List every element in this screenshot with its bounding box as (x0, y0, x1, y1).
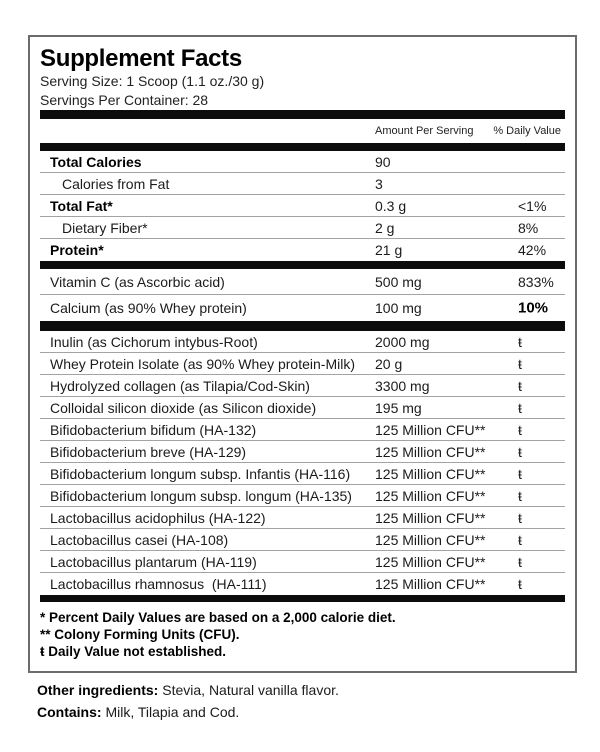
table-row (40, 151, 565, 173)
thick-divider-bar (40, 143, 565, 151)
serving-size-line: Serving Size: 1 Scoop (1.1 oz./30 g) (40, 73, 265, 89)
nutrient-name: Total Fat* (50, 197, 113, 214)
nutrient-name: Lactobacillus acidophilus (HA-122) (50, 509, 266, 526)
daily-value-cell: ŧ (518, 465, 522, 482)
daily-value-cell: <1% (518, 197, 547, 214)
table-row (40, 551, 565, 573)
daily-value-cell: 10% (518, 299, 549, 317)
footnote-line: * Percent Daily Values are based on a 2,000 calorie diet. (40, 610, 396, 625)
footnote-line: ** Colony Forming Units (CFU). (40, 627, 240, 642)
thick-divider-bar (40, 261, 565, 269)
table-row (40, 195, 565, 217)
table-row (40, 353, 565, 375)
panel-title: Supplement Facts (40, 45, 242, 72)
amount-per-serving-value: 90 (375, 153, 391, 170)
nutrient-name: Bifidobacterium bifidum (HA-132) (50, 421, 257, 438)
contains-value: Milk, Tilapia and Cod. (101, 704, 240, 720)
vitamins-minerals-section (40, 269, 565, 321)
daily-value-cell: 42% (518, 242, 547, 258)
amount-per-serving-value: 125 Million CFU** (375, 553, 486, 570)
other-ingredients-section (40, 331, 565, 595)
nutrient-name: Hydrolyzed collagen (as Tilapia/Cod-Skin) (50, 377, 310, 394)
daily-value-cell: ŧ (518, 355, 522, 372)
nutrient-name: Lactobacillus casei (HA-108) (50, 531, 229, 548)
daily-value-cell: ŧ (518, 399, 522, 416)
amount-per-serving-value: 125 Million CFU** (375, 531, 486, 548)
daily-value-cell: ŧ (518, 421, 522, 438)
daily-value-cell: ŧ (518, 576, 522, 592)
table-row (40, 239, 565, 261)
amount-per-serving-value: 125 Million CFU** (375, 421, 486, 438)
nutrient-name: Whey Protein Isolate (as 90% Whey protein-Milk) (50, 355, 355, 372)
nutrient-name: Inulin (as Cichorum intybus-Root) (50, 333, 258, 350)
nutrient-name: Bifidobacterium longum subsp. Infantis (HA-116) (50, 465, 351, 482)
nutrient-name: Protein* (50, 242, 104, 258)
other-ingredients-line (37, 682, 339, 698)
nutrient-name: Bifidobacterium longum subsp. longum (HA-135) (50, 487, 352, 504)
amount-per-serving-value: 195 mg (375, 399, 422, 416)
contains-line (37, 704, 239, 720)
table-row (40, 573, 565, 595)
daily-value-cell: ŧ (518, 553, 522, 570)
amount-per-serving-value: 2 g (375, 219, 395, 236)
table-row (40, 331, 565, 353)
footnote-line: ŧ Daily Value not established. (40, 644, 227, 659)
percent-daily-value-header: % Daily Value (493, 125, 561, 137)
daily-value-cell: ŧ (518, 531, 522, 548)
daily-value-cell: ŧ (518, 443, 522, 460)
amount-per-serving-value: 125 Million CFU** (375, 576, 486, 592)
table-row (40, 217, 565, 239)
amount-per-serving-value: 125 Million CFU** (375, 443, 486, 460)
daily-value-cell: ŧ (518, 509, 522, 526)
thick-divider-bar (40, 595, 565, 602)
amount-per-serving-value: 125 Million CFU** (375, 465, 486, 482)
amount-per-serving-value: 125 Million CFU** (375, 487, 486, 504)
supplement-facts-panel (28, 35, 577, 673)
amount-per-serving-value: 125 Million CFU** (375, 509, 486, 526)
amount-per-serving-value: 2000 mg (375, 333, 430, 350)
macronutrients-section (40, 151, 565, 261)
table-row (40, 269, 565, 295)
table-row (40, 485, 565, 507)
thick-divider-bar (40, 110, 565, 119)
amount-per-serving-value: 3 (375, 175, 383, 192)
daily-value-cell: 8% (518, 219, 539, 236)
amount-per-serving-value: 100 mg (375, 300, 422, 316)
table-row (40, 295, 565, 321)
other-ingredients-label: Other ingredients: (37, 682, 159, 698)
servings-per-container-line: Servings Per Container: 28 (40, 92, 209, 108)
nutrient-name: Colloidal silicon dioxide (as Silicon dioxide) (50, 399, 317, 416)
nutrient-name: Bifidobacterium breve (HA-129) (50, 443, 247, 460)
daily-value-cell: 833% (518, 273, 554, 290)
thick-divider-bar (40, 321, 565, 331)
other-ingredients-value: Stevia, Natural vanilla flavor. (158, 682, 339, 698)
amount-per-serving-value: 21 g (375, 242, 403, 258)
amount-per-serving-value: 500 mg (375, 273, 422, 290)
daily-value-cell: ŧ (518, 333, 522, 350)
nutrient-name: Calcium (as 90% Whey protein) (50, 300, 247, 316)
nutrient-name: Lactobacillus rhamnosus (HA-111) (50, 576, 267, 592)
daily-value-cell: ŧ (518, 487, 522, 504)
footnotes-block (40, 609, 565, 660)
contains-label: Contains: (37, 704, 102, 720)
table-row (40, 375, 565, 397)
table-row (40, 529, 565, 551)
nutrient-name: Vitamin C (as Ascorbic acid) (50, 273, 225, 290)
nutrient-name: Dietary Fiber* (62, 219, 148, 236)
daily-value-cell: ŧ (518, 377, 522, 394)
amount-per-serving-value: 3300 mg (375, 377, 430, 394)
column-header-row (40, 119, 565, 143)
nutrient-name: Total Calories (50, 153, 142, 170)
amount-per-serving-value: 20 g (375, 355, 403, 372)
nutrient-name: Calories from Fat (62, 175, 170, 192)
amount-per-serving-header: Amount Per Serving (375, 125, 474, 137)
table-row (40, 419, 565, 441)
table-row (40, 507, 565, 529)
nutrient-name: Lactobacillus plantarum (HA-119) (50, 553, 257, 570)
table-row (40, 463, 565, 485)
amount-per-serving-value: 0.3 g (375, 197, 407, 214)
table-row (40, 173, 565, 195)
table-row (40, 441, 565, 463)
table-row (40, 397, 565, 419)
